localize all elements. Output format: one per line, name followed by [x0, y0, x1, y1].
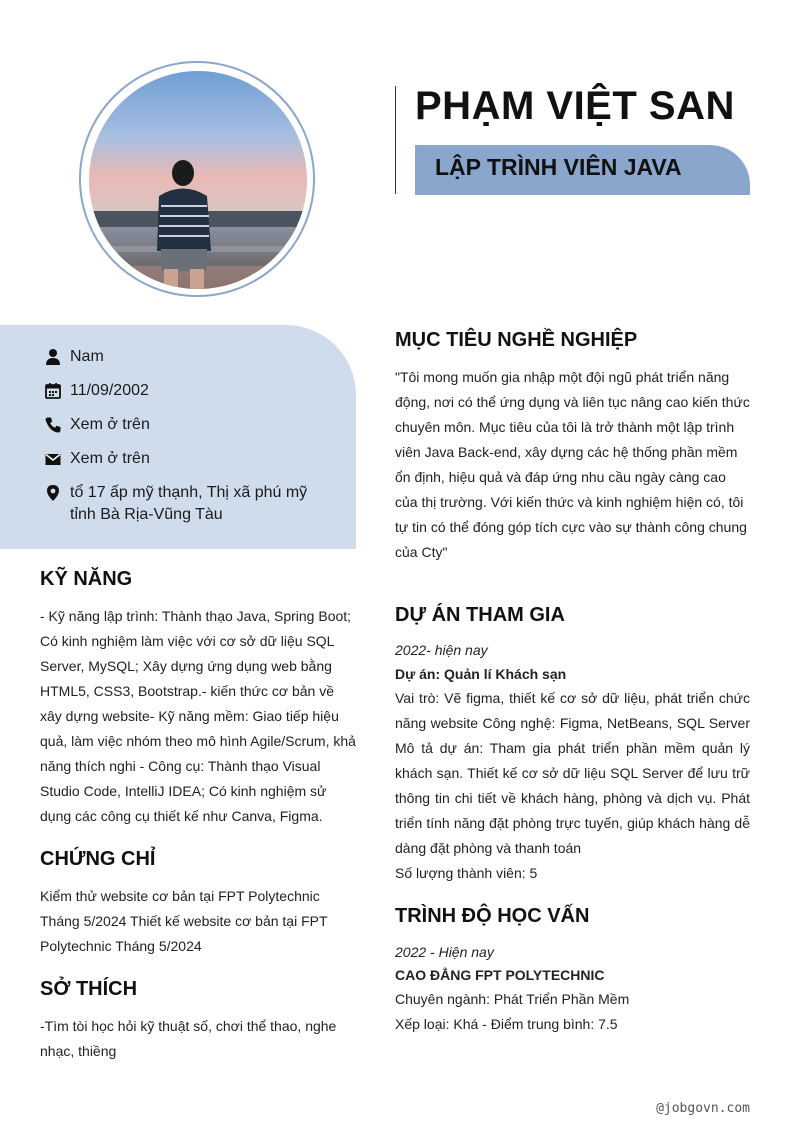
- person-icon: [44, 348, 62, 366]
- contact-gender: [44, 346, 104, 368]
- objective-text: "Tôi mong muốn gia nhập một đội ngũ phát triển năng động, nơi có thể ứng dụng và liên tục nâng cao kiến thức chuyên môn. Mục tiêu của tôi là trở thành một lập trình viên Java Back-end, xây dựng các hệ thống phần mềm ổn định, hiệu quả và đáp ứng nhu cầu ngày càng cao của thị trường. Với kiến thức và kinh nghiệm hiện có, tôi tự tin có thể đóng góp tích cực vào sự thành công chung của Cty": [395, 369, 750, 560]
- objective-title: MỤC TIÊU NGHỀ NGHIỆP: [395, 329, 638, 351]
- education-period: 2022 - Hiện nay: [395, 944, 494, 960]
- job-title: LẬP TRÌNH VIÊN JAVA: [435, 154, 682, 180]
- birthday-text: 11/09/2002: [70, 382, 149, 399]
- skills-title: KỸ NĂNG: [40, 568, 133, 590]
- project-period: 2022- hiện nay: [395, 642, 488, 658]
- phone-icon: [44, 416, 62, 434]
- hobbies-title: SỞ THÍCH: [40, 978, 138, 1000]
- address-text: tổ 17 ấp mỹ thạnh, Thị xã phú mỹ tỉnh Bà Rịa-Vũng Tàu: [70, 484, 308, 523]
- certificates-title: CHỨNG CHỈ: [40, 848, 156, 870]
- education-grade: Xếp loại: Khá - Điểm trung bình: 7.5: [395, 1016, 618, 1032]
- phone-text: Xem ở trên: [70, 416, 150, 433]
- gender-text: Nam: [70, 348, 104, 365]
- project-name: Dự án: Quản lí Khách sạn: [395, 666, 567, 682]
- education-major: Chuyên ngành: Phát Triển Phần Mềm: [395, 991, 630, 1007]
- hobbies-text: -Tìm tòi học hỏi kỹ thuật số, chơi thể thao, nghe nhạc, thiềng: [40, 1018, 337, 1059]
- footer-watermark: @jobgovn.com: [656, 1101, 750, 1116]
- email-text: Xem ở trên: [70, 450, 150, 467]
- avatar: [89, 71, 307, 289]
- contact-phone: [44, 414, 150, 436]
- skills-text: - Kỹ năng lập trình: Thành thạo Java, Spring Boot; Có kinh nghiệm làm việc với cơ sở dữ liệu SQL Server, MySQL; Xây dựng ứng dụng web bằng HTML5, CSS3, Bootstrap.- kiến thức cơ bản về xây dựng website- Kỹ năng mềm: Giao tiếp hiệu quả, làm việc nhóm theo mô hình Agile/Scrum, khả năng thích nghi - Công cụ: Thành thạo Visual Studio Code, IntelliJ IDEA; Có kinh nghiệm sử dụng các công cụ thiết kế như Canva, Figma.: [40, 608, 356, 824]
- project-description: Vai trò: Vẽ figma, thiết kế cơ sở dữ liệu, phát triển chức năng website Công nghệ: Figma, NetBeans, SQL Server Mô tả dự án: Tham gia phát triển phần mềm quản lý khách sạn. Thiết kế cơ sở dữ liệu SQL Server để lưu trữ thông tin chi tiết về khách hàng, phòng và dịch vụ. Phát triển tính năng đặt phòng trực tuyến, giúp khách hàng dễ dàng đặt phòng và thanh toán: [395, 690, 750, 856]
- projects-title: DỰ ÁN THAM GIA: [395, 604, 565, 626]
- certificates-text: Kiểm thử website cơ bản tại FPT Polytechnic Tháng 5/2024 Thiết kế website cơ bản tại FPT Polytechnic Tháng 5/2024: [40, 888, 328, 954]
- education-school: CAO ĐẲNG FPT POLYTECHNIC: [395, 967, 605, 983]
- header-divider: [395, 86, 396, 194]
- candidate-name: PHẠM VIỆT SAN: [415, 84, 735, 128]
- contact-email: [44, 448, 150, 470]
- calendar-icon: [44, 382, 62, 400]
- contact-address: [44, 482, 314, 526]
- contact-birthday: [44, 380, 149, 402]
- project-team-size: Số lượng thành viên: 5: [395, 865, 538, 881]
- mail-icon: [44, 450, 62, 468]
- location-pin-icon: [44, 484, 62, 502]
- education-title: TRÌNH ĐỘ HỌC VẤN: [395, 905, 590, 927]
